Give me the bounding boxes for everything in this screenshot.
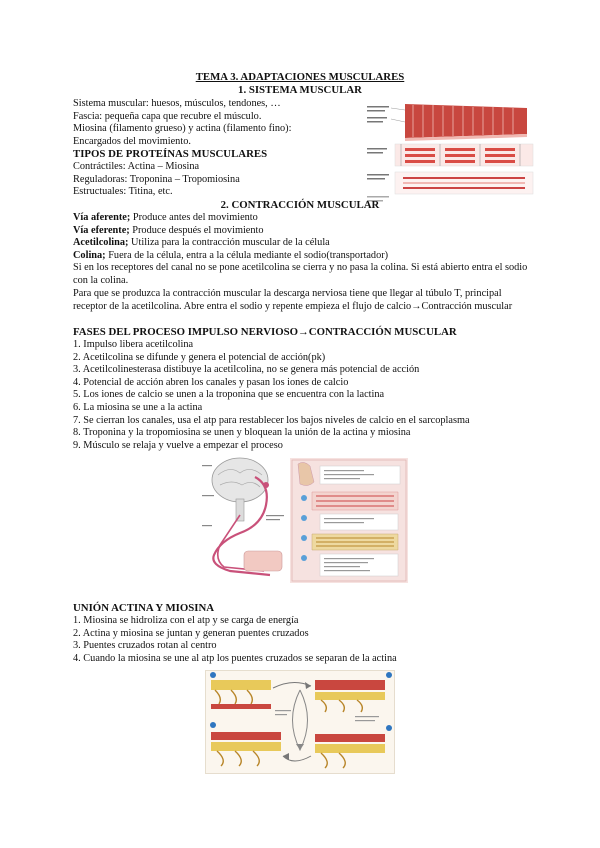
phase-step: 1. Impulso libera acetilcolina — [73, 339, 194, 350]
neuromuscular-process-figure — [290, 458, 408, 583]
text-line: Contráctiles: Actina – Miosina — [73, 160, 200, 172]
definition-choline: Colina; Fuera de la célula, entra a la célula mediante el sodio(transportador) — [73, 249, 389, 261]
definition-efferent: Vía eferente; Produce después el movimiento — [73, 224, 264, 236]
definition-afferent: Vía aferente; Produce antes del movimiento — [73, 212, 258, 223]
phase-step: 7. Se cierran los canales, usa el atp para restablecer los bajos niveles de calcio en el sarcoplasma — [73, 414, 470, 426]
text-line: Miosina (filamento grueso) y actina (filamento fino): — [73, 123, 292, 135]
phase-step: 9. Músculo se relaja y vuelve a empezar el proceso — [73, 439, 283, 451]
phases-heading: FASES DEL PROCESO IMPULSO NERVIOSO→CONTRACCIÓN MUSCULAR — [73, 326, 457, 338]
section2-heading: 2. CONTRACCIÓN MUSCULAR — [220, 199, 380, 211]
text-line: Sistema muscular: huesos, músculos, tendones, … — [73, 98, 281, 109]
union-step: 3. Puentes cruzados rotan al centro — [73, 640, 217, 652]
actin-myosin-cycle-figure — [205, 670, 395, 774]
phase-step: 6. La miosina se une a la actina — [73, 401, 203, 413]
text-line: Fascia: pequeña capa que recubre el músculo. — [73, 110, 262, 122]
union-list — [73, 615, 397, 665]
section1-text — [73, 98, 291, 199]
text-line: Estructuales: Titina, etc. — [73, 186, 173, 198]
muscle-structure-figure — [365, 100, 535, 205]
section2-definitions — [73, 212, 388, 262]
proteins-heading: TIPOS DE PROTEÍNAS MUSCULARES — [73, 148, 268, 161]
phase-step: 8. Troponina y la tropomiosina se unen y bloquean la unión de la actina y miosina — [73, 427, 411, 439]
text-line: Reguladoras: Troponina – Tropomiosina — [73, 173, 240, 185]
union-step: 1. Miosina se hidroliza con el atp y se carga de energía — [73, 615, 299, 626]
phase-step: 2. Acetilcolina se difunde y genera el potencial de acción(pk) — [73, 351, 326, 363]
text-line: Encargados del movimiento. — [73, 135, 191, 147]
phases-list — [73, 339, 470, 452]
definition-acetylcholine: Acetilcolina; Utiliza para la contracción muscular de la célula — [73, 237, 330, 249]
union-step: 2. Actina y miosina se juntan y generan puentes cruzados — [73, 627, 309, 639]
phase-step: 3. Acetilcolinesterasa distibuye la acetilcolina, no se genera más potencial de acción — [73, 364, 420, 376]
nerve-pathway-figure — [200, 455, 288, 580]
paragraph-receptors: Si en los receptores del canal no se pone acetilcolina se cierra y no pasa la colina. Si está abierto entra el sodio con la colina. — [73, 262, 528, 286]
phase-step: 4. Potencial de acción abren los canales y pasan los iones de calcio — [73, 376, 349, 388]
union-heading: UNIÓN ACTINA Y MIOSINA — [73, 602, 215, 614]
section1-heading: 1. SISTEMA MUSCULAR — [238, 84, 362, 96]
document-title: TEMA 3. ADAPTACIONES MUSCULARES — [195, 71, 405, 83]
paragraph-contraction: Para que se produzca la contracción muscular la descarga nerviosa tiene que llegar al túbulo T, principal receptor de la acetilcolina. Abre entra el sodio y repente empieza el flujo de calcio→Contracción muscular — [73, 288, 513, 312]
union-step: 4. Cuando la miosina se une al atp los puentes cruzados se separan de la actina — [73, 652, 397, 664]
phase-step: 5. Los iones de calcio se unen a la troponina que se encuentra con la lactina — [73, 389, 385, 401]
